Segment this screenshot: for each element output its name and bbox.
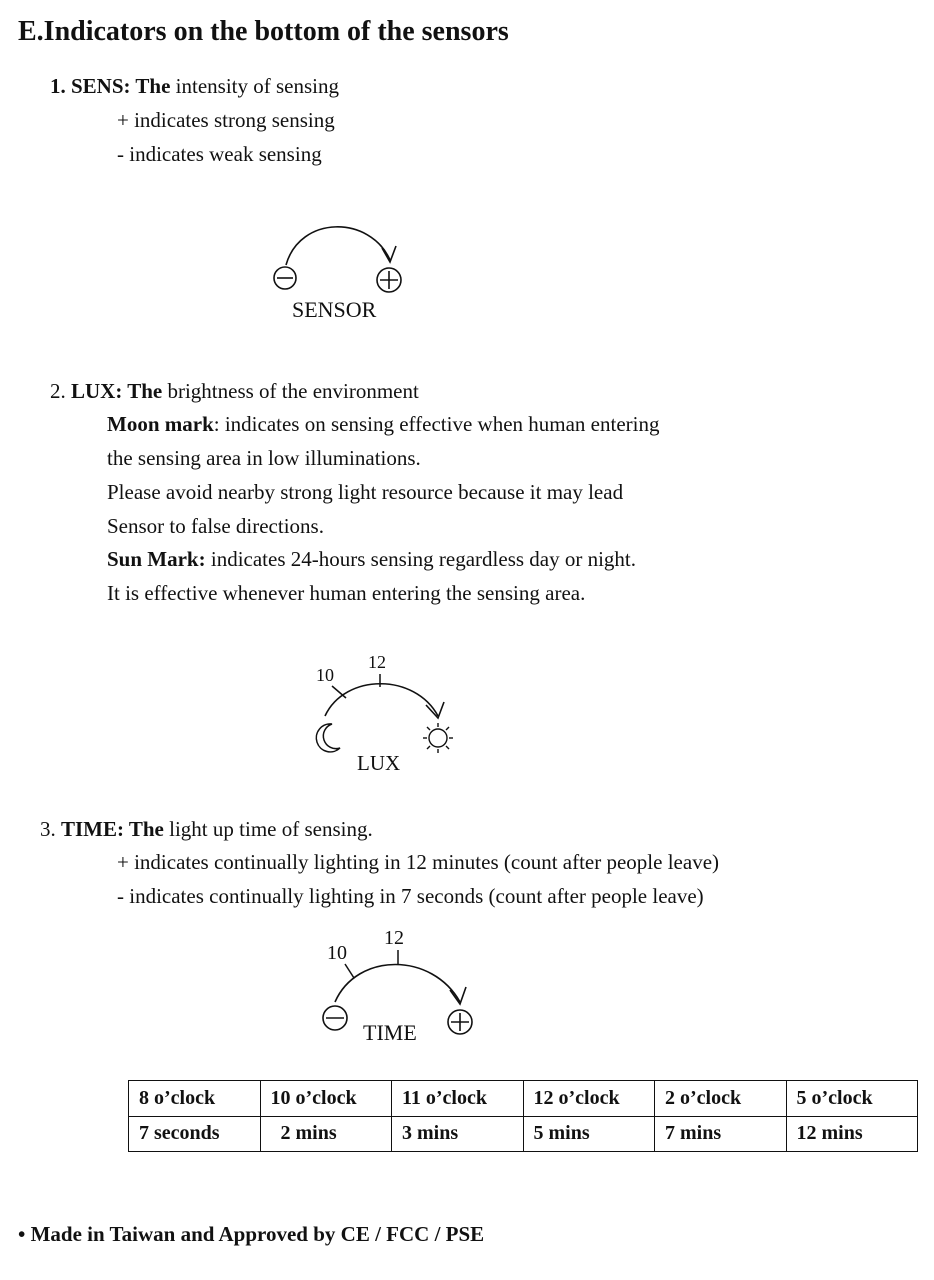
table-cell: 2 o’clock [655, 1081, 787, 1117]
time-arc [335, 965, 460, 1003]
lux-line-3: Please avoid nearby strong light resource because it may lead [107, 480, 624, 504]
table-row [129, 1116, 918, 1152]
minus-circle-icon [274, 267, 296, 289]
moon-mark-bold: Moon mark [107, 412, 214, 436]
sensor-arc [286, 227, 390, 265]
lux-heading [50, 379, 419, 404]
lux-label: LUX [357, 751, 401, 775]
time-diagram [312, 922, 482, 1050]
time-tick-10: 10 [327, 942, 347, 964]
table-cell: 10 o’clock [260, 1081, 392, 1117]
sens-line-weak: - indicates weak sensing [117, 142, 322, 166]
time-heading-rest: light up time of sensing. [163, 817, 373, 841]
sens-line-strong: + indicates strong sensing [117, 108, 335, 132]
lux-line-4: Sensor to false directions. [107, 514, 324, 538]
lux-tick-10: 10 [316, 665, 334, 685]
sens-heading-rest: intensity of sensing [170, 74, 339, 98]
time-tick-12: 12 [384, 927, 404, 949]
table-cell: 12 mins [786, 1116, 918, 1152]
time-heading-num: 3. [40, 817, 61, 841]
table-cell: 2 mins [260, 1116, 392, 1152]
arrow-icon [450, 987, 466, 1004]
table-cell: 5 mins [523, 1116, 655, 1152]
sensor-diagram [260, 210, 420, 330]
table-cell: 7 seconds [129, 1116, 261, 1152]
sun-mark-bold: Sun Mark: [107, 547, 206, 571]
lux-tick-12: 12 [368, 652, 386, 672]
plus-circle-icon [377, 268, 401, 292]
moon-mark-rest: : indicates on sensing effective when human entering [213, 412, 660, 436]
sun-icon [423, 723, 453, 753]
time-tick-10-mark [345, 964, 354, 978]
lux-diagram [300, 648, 480, 780]
table-row [129, 1081, 918, 1117]
table-cell: 11 o’clock [392, 1081, 524, 1117]
table-cell: 7 mins [655, 1116, 787, 1152]
time-heading [40, 817, 373, 842]
table-cell: 5 o’clock [786, 1081, 918, 1117]
table-cell: 3 mins [392, 1116, 524, 1152]
footer-note: • Made in Taiwan and Approved by CE / FCC / PSE [18, 1222, 485, 1246]
time-line-minus: - indicates continually lighting in 7 seconds (count after people leave) [117, 884, 704, 908]
minus-circle-icon [323, 1006, 347, 1030]
time-label: TIME [363, 1020, 417, 1045]
sens-heading-bold: 1. SENS: The [50, 74, 171, 98]
lux-heading-bold: LUX: The [71, 379, 163, 403]
time-table [128, 1080, 918, 1152]
moon-icon [316, 724, 340, 752]
lux-arc [325, 684, 438, 716]
lux-sun-line [107, 547, 636, 572]
lux-tick-10-mark [332, 686, 346, 698]
lux-line-2: the sensing area in low illuminations. [107, 446, 421, 470]
sensor-label: SENSOR [292, 297, 377, 322]
table-cell: 12 o’clock [523, 1081, 655, 1117]
lux-line-6: It is effective whenever human entering the sensing area. [107, 581, 586, 605]
time-heading-bold: TIME: The [61, 817, 164, 841]
lux-heading-num: 2. [50, 379, 71, 403]
page-title: E.Indicators on the bottom of the sensors [18, 16, 509, 47]
sens-heading [50, 74, 339, 99]
table-cell: 8 o’clock [129, 1081, 261, 1117]
sun-mark-rest: indicates 24-hours sensing regardless day or night. [205, 547, 637, 571]
lux-heading-rest: brightness of the environment [162, 379, 419, 403]
plus-circle-icon [448, 1010, 472, 1034]
lux-moon-line [107, 412, 659, 437]
time-line-plus: + indicates continually lighting in 12 minutes (count after people leave) [117, 850, 720, 874]
